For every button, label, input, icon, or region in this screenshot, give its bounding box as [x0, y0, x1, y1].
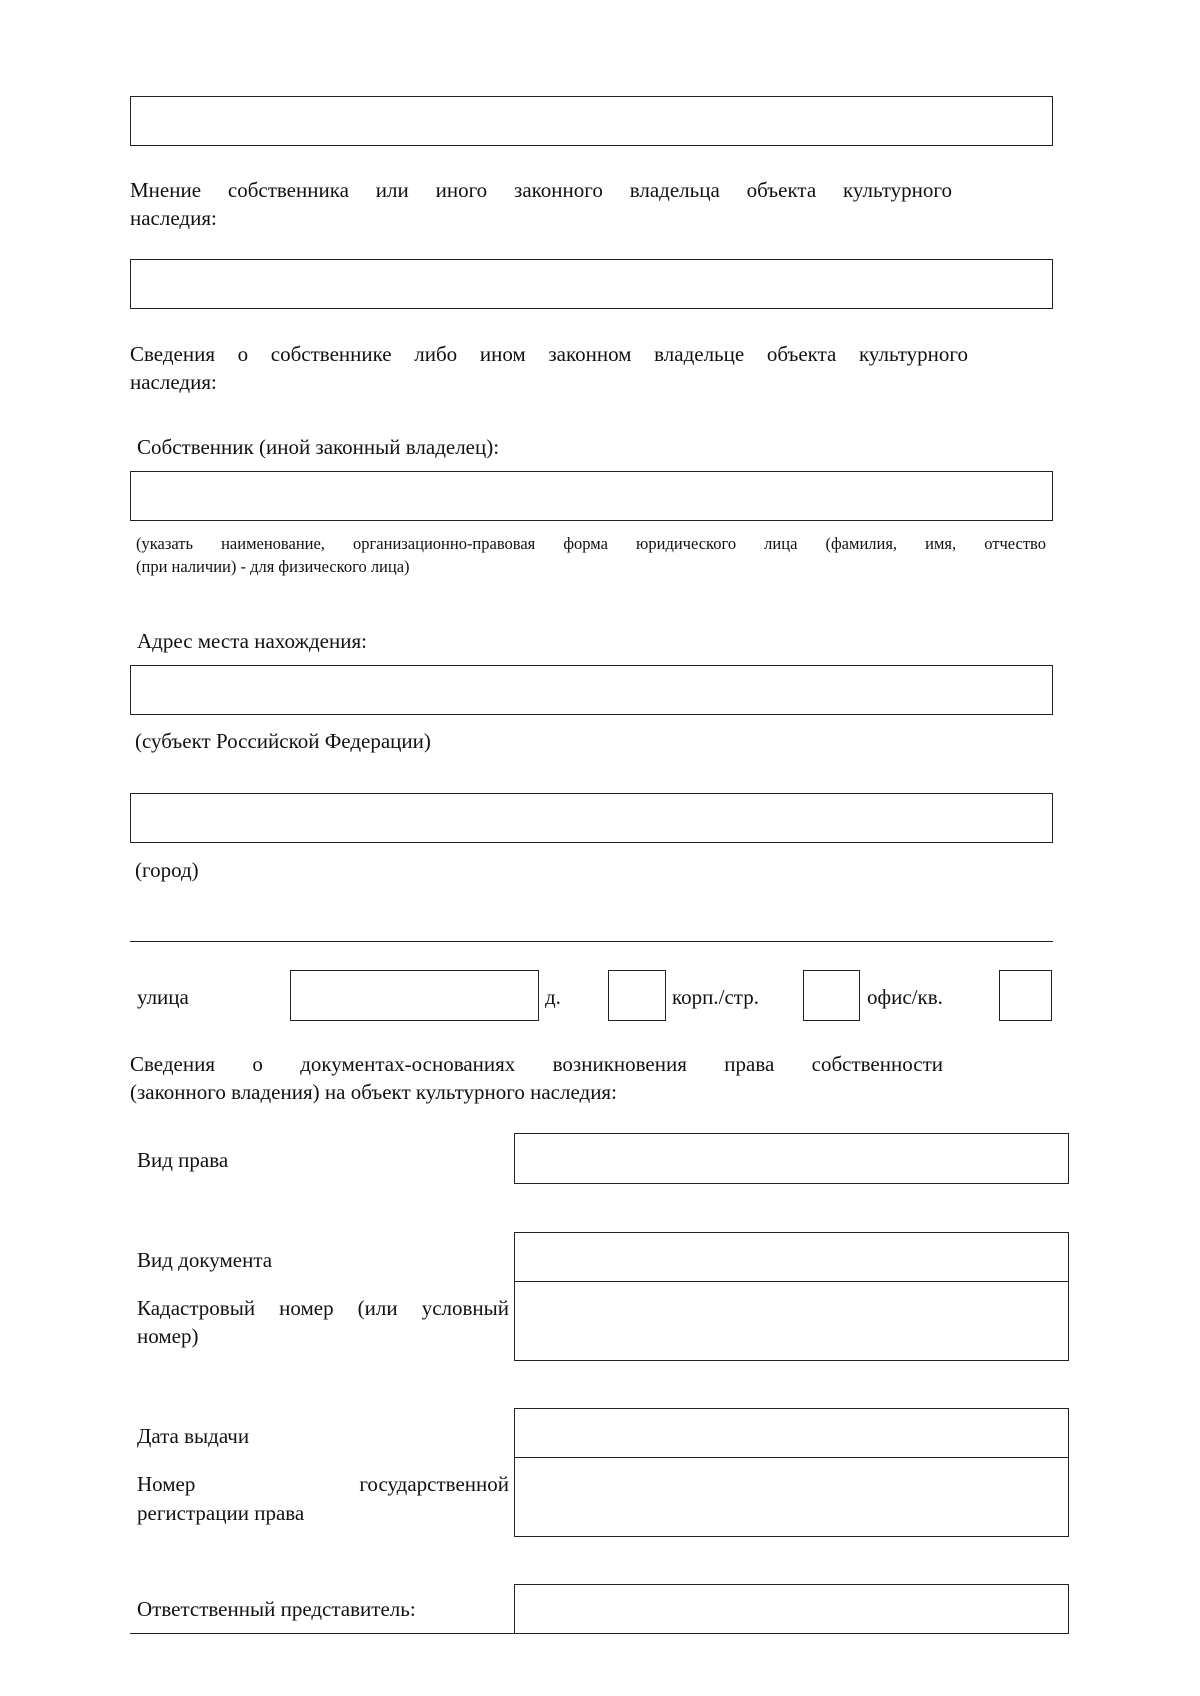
owner-info-heading-line2: наследия:	[130, 370, 217, 394]
documents-heading-line2: (законного владения) на объект культурного наследия:	[130, 1080, 617, 1104]
right-type-label: Вид права	[137, 1148, 229, 1172]
street-field[interactable]	[290, 970, 539, 1021]
reg-number-field[interactable]	[515, 1457, 1068, 1536]
doc-table-2	[514, 1408, 1069, 1537]
reg-number-label-line1: Номер государственной	[137, 1472, 509, 1496]
address-label: Адрес места нахождения:	[137, 629, 367, 653]
responsible-field[interactable]	[514, 1584, 1069, 1634]
issue-date-label: Дата выдачи	[137, 1424, 250, 1448]
cadastral-label-line1: Кадастровый номер (или условный	[137, 1296, 509, 1320]
cadastral-label-line2: номер)	[137, 1324, 199, 1348]
owner-hint-line1: (указать наименование, организационно-правовая форма юридического лица (фамилия, имя, отчество	[136, 534, 1046, 553]
responsible-label: Ответственный представитель:	[137, 1597, 416, 1621]
house-field[interactable]	[608, 970, 666, 1021]
cadastral-number-field[interactable]	[515, 1281, 1068, 1360]
doc-table-1	[514, 1232, 1069, 1361]
region-field[interactable]	[130, 665, 1053, 715]
right-type-field[interactable]	[514, 1133, 1069, 1184]
owner-hint-line2: (при наличии) - для физического лица)	[136, 557, 410, 576]
owner-label: Собственник (иной законный владелец):	[137, 435, 500, 459]
building-label: корп./стр.	[672, 985, 759, 1009]
opinion-field[interactable]	[130, 259, 1053, 309]
doc-type-field[interactable]	[515, 1233, 1068, 1281]
separator-line	[130, 941, 1053, 942]
reg-number-label-line2: регистрации права	[137, 1501, 305, 1525]
issue-date-field[interactable]	[515, 1409, 1068, 1457]
house-label: д.	[545, 985, 561, 1009]
street-label: улица	[137, 985, 189, 1009]
city-caption: (город)	[135, 858, 199, 882]
opinion-label-line2: наследия:	[130, 206, 217, 230]
doc-type-label: Вид документа	[137, 1248, 273, 1272]
owner-field[interactable]	[130, 471, 1053, 521]
city-field[interactable]	[130, 793, 1053, 843]
documents-heading-line1: Сведения о документах-основаниях возникновения права собственности	[130, 1052, 943, 1076]
owner-info-heading-line1: Сведения о собственнике либо ином законном владельце объекта культурного	[130, 342, 968, 366]
opinion-label-line1: Мнение собственника или иного законного владельца объекта культурного	[130, 178, 952, 202]
top-field[interactable]	[130, 96, 1053, 146]
responsible-underline	[130, 1633, 516, 1634]
building-field[interactable]	[803, 970, 860, 1021]
office-label: офис/кв.	[867, 985, 943, 1009]
office-field[interactable]	[999, 970, 1052, 1021]
region-caption: (субъект Российской Федерации)	[135, 729, 431, 753]
